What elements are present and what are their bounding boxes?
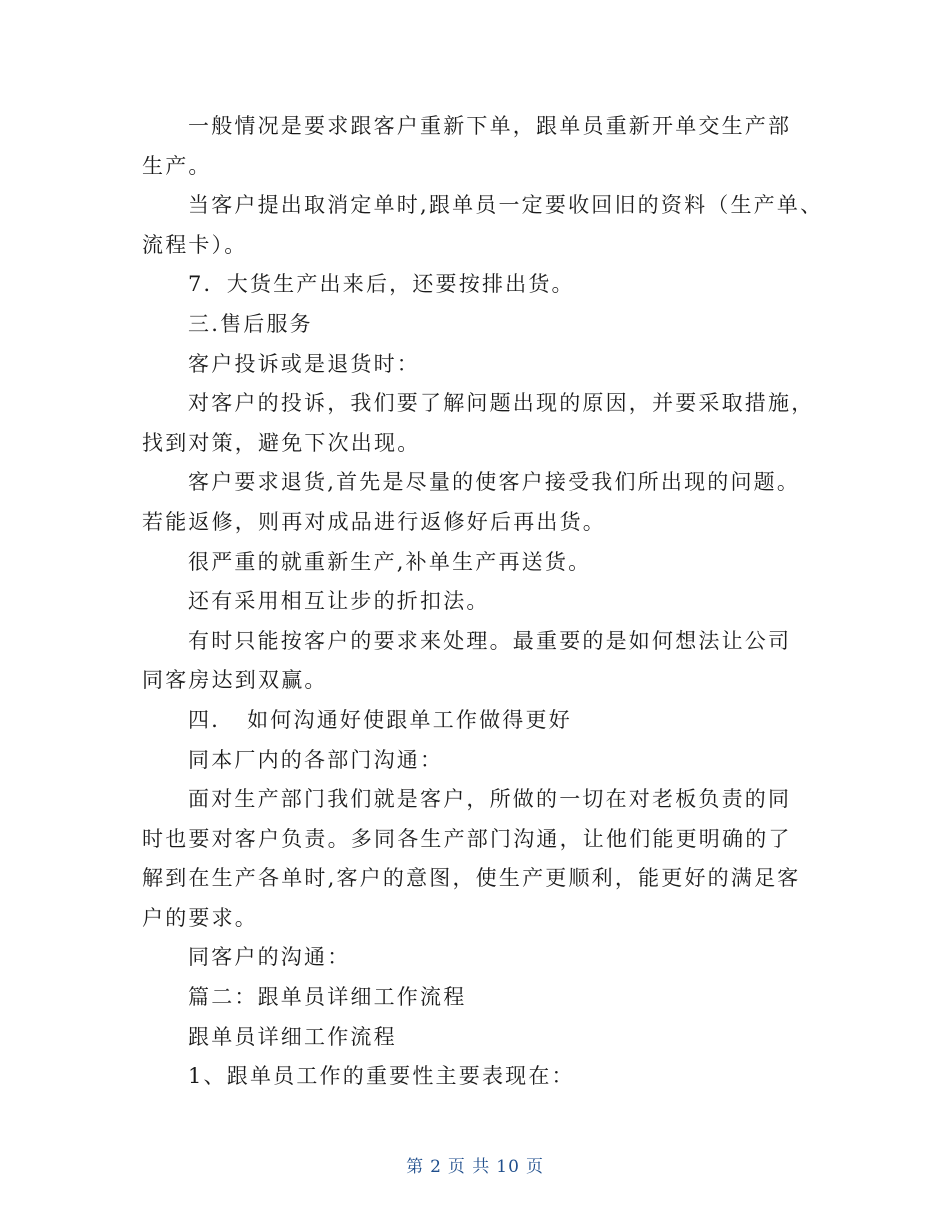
text-line: 生产。 — [142, 153, 212, 178]
document-body — [142, 107, 824, 1097]
page-footer — [0, 1152, 950, 1177]
text-line: 户的要求。 — [142, 905, 258, 930]
section-heading: 跟单员详细工作流程 — [188, 1024, 397, 1049]
section-heading: 三.售后服务 — [188, 311, 313, 336]
text-line: 找到对策，避免下次出现。 — [142, 430, 421, 455]
text-line: 时也要对客户负责。多同各生产部门沟通，让他们能更明确的了 — [142, 826, 792, 851]
text-line: 同客房达到双赢。 — [142, 668, 328, 693]
text-line: 流程卡）。 — [142, 232, 248, 257]
text-line: 很严重的就重新生产,补单生产再送货。 — [188, 549, 592, 574]
text-line: 还有采用相互让步的折扣法。 — [188, 589, 490, 614]
section-heading: 四． 如何沟通好使跟单工作做得更好 — [188, 707, 572, 732]
text-line: 客户要求退货,首先是尽量的使客户接受我们所出现的问题。 — [188, 470, 801, 495]
footer-current-page: 2 — [430, 1157, 442, 1177]
footer-suffix: 页 — [525, 1157, 544, 1177]
text-line: 一般情况是要求跟客户重新下单，跟单员重新开单交生产部 — [188, 114, 792, 138]
section-heading: 篇二：跟单员详细工作流程 — [188, 985, 467, 1010]
text-line: 面对生产部门我们就是客户，所做的一切在对老板负责的同 — [188, 787, 792, 812]
text-line: 1、跟单员工作的重要性主要表现在： — [188, 1064, 575, 1089]
text-line: 7．大货生产出来后，还要按排出货。 — [188, 272, 575, 297]
footer-total-pages: 10 — [496, 1157, 520, 1177]
text-line: 同客户的沟通： — [188, 945, 351, 970]
text-line: 客户投诉或是退货时： — [188, 351, 420, 376]
text-line: 若能返修，则再对成品进行返修好后再出货。 — [142, 509, 606, 534]
text-line: 解到在生产各单时,客户的意图，使生产更顺利，能更好的满足客 — [142, 866, 801, 891]
text-line: 对客户的投诉，我们要了解问题出现的原因，并要采取措施， — [188, 391, 815, 416]
footer-prefix: 第 — [406, 1157, 425, 1177]
text-line: 有时只能按客户的要求来处理。最重要的是如何想法让公司 — [188, 628, 792, 653]
text-line: 当客户提出取消定单时,跟单员一定要收回旧的资料（生产单、 — [188, 193, 824, 218]
text-line: 同本厂内的各部门沟通： — [188, 747, 444, 772]
footer-middle: 页 共 — [447, 1157, 491, 1177]
